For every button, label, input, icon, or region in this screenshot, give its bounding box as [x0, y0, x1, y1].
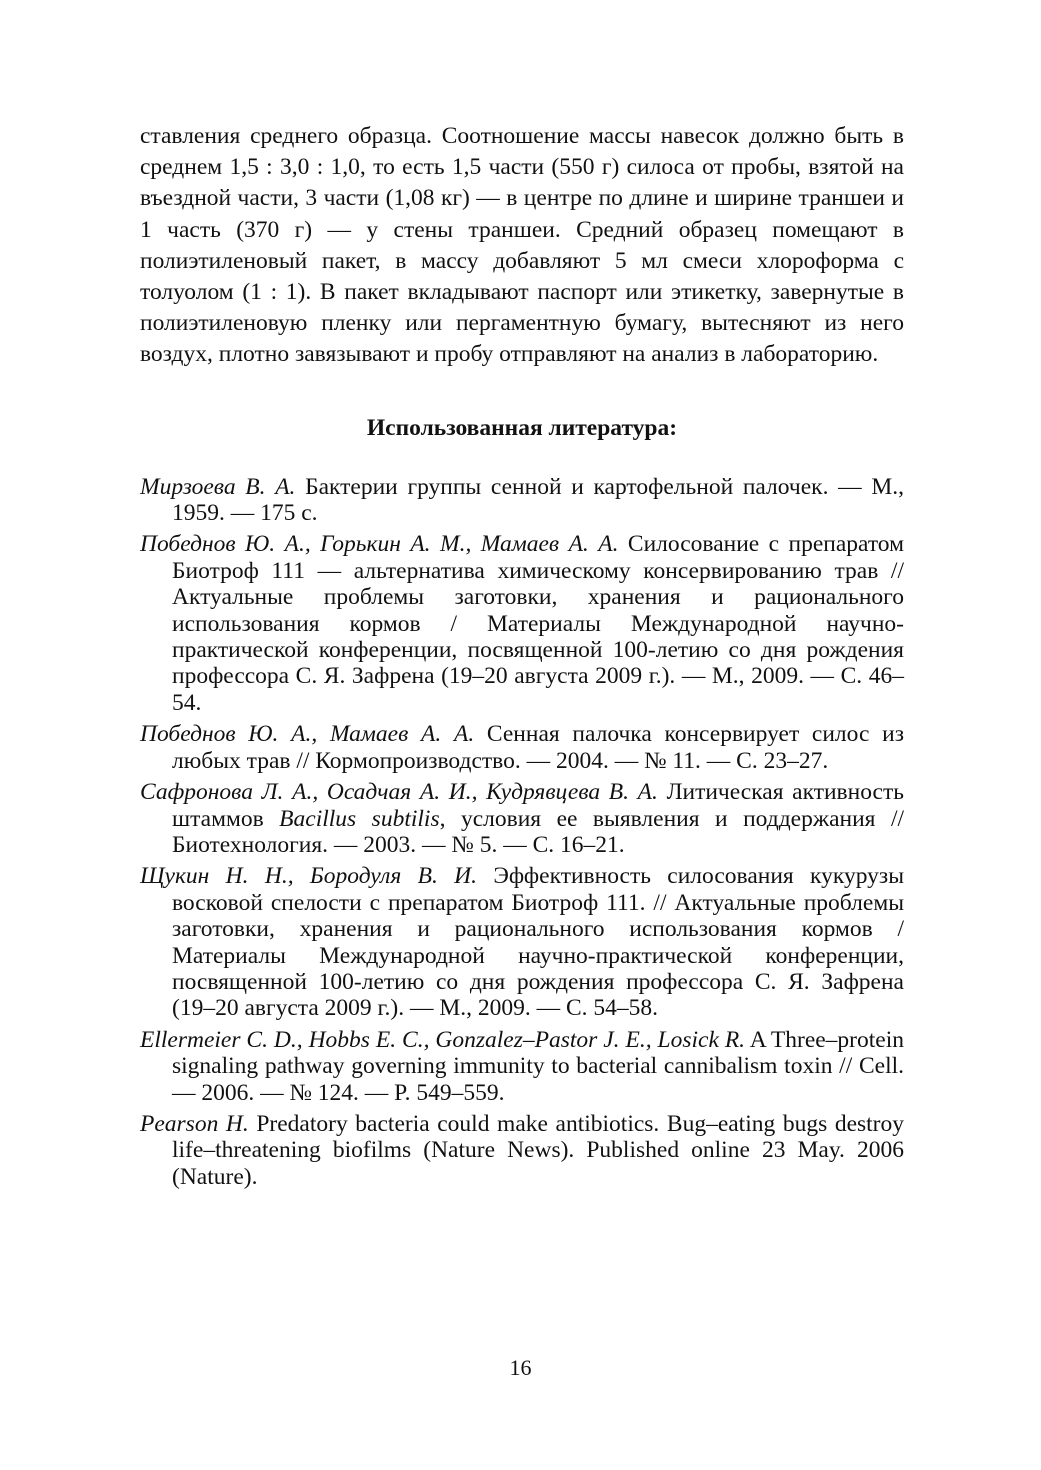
reference-latin-name: Bacillus subtilis [279, 805, 440, 832]
reference-text: Сенная палочка консервирует силос из любых трав // Кормопроизводство. — 2004. — № 11. — С. 23–27. [172, 721, 904, 774]
reference-authors: Щукин Н. Н., Бородуля В. И. [140, 863, 477, 890]
reference-authors: Ellermeier C. D., Hobbs E. C., Gonzalez–Pastor J. E., Losick R. [140, 1026, 746, 1053]
reference-text-before: Литическая активность штаммов [172, 779, 904, 832]
reference-authors: Победнов Ю. А., Горькин А. М., Мамаев А. А. [140, 531, 619, 558]
reference-item [140, 721, 904, 774]
references-list [140, 474, 904, 1191]
reference-text: Эффективность силосования кукурузы восковой спелости с препаратом Биотроф 111. // Актуальные проблемы заготовки, хранения и рационального использования кормов / Материалы Международной научно-практической конференции, посвященной 100-летию со дня рождения профессора С. Я. Зафрена (19–20 августа 2009 г.). — М., 2009. — С. 54–58. [172, 863, 904, 1022]
reference-item [140, 779, 904, 858]
reference-authors: Победнов Ю. А., Мамаев А. А. [140, 721, 475, 748]
reference-item [140, 1027, 904, 1106]
reference-item [140, 531, 904, 716]
reference-text: Силосование с препаратом Биотроф 111 — альтернатива химическому консервированию трав // Актуальные проблемы заготовки, хранения и рационального использования кормов / Материалы Международной научно-практической конференции, посвященной 100-летию со дня рождения профессора С. Я. Зафрена (19–20 августа 2009 г.). — М., 2009. — С. 46–54. [172, 531, 904, 716]
reference-authors: Pearson H. [140, 1110, 249, 1137]
page-content [140, 121, 904, 1195]
reference-text: Predatory bacteria could make antibiotics. Bug–eating bugs destroy life–threatening biofilms (Nature News). Published online 23 May. 2006 (Nature). [172, 1110, 904, 1190]
reference-text: Бактерии группы сенной и картофельной палочек. — М., 1959. — 175 с. [172, 473, 904, 527]
reference-item [140, 1111, 904, 1190]
body-paragraph: ставления среднего образца. Соотношение массы навесок должно быть в среднем 1,5 : 3,0 : 1,0, то есть 1,5 части (550 г) силоса от пробы, взятой на въездной части, 3 части (1,08 кг) — в центре по длине и ширине траншеи и 1 часть (370 г) — у стены траншеи. Средний образец помещают в полиэтиленовый пакет, в массу добавляют 5 мл смеси хлороформа с толуолом (1 : 1). В пакет вкладывают паспорт или этикетку, завернутые в полиэтиленовую пленку или пергаментную бумагу, вытесняют из него воздух, плотно завязывают и пробу отправляют на анализ в лабораторию. [140, 123, 904, 368]
reference-authors: Мирзоева В. А. [140, 473, 296, 500]
reference-text-after: , условия ее выявления и поддержания // Биотехнология. — 2003. — № 5. — С. 16–21. [172, 805, 905, 858]
reference-item [140, 474, 904, 527]
reference-text: A Three–protein signaling pathway governing immunity to bacterial cannibalism toxin // Cell. — 2006. — № 124. — P. 549–559. [172, 1026, 904, 1106]
reference-authors: Сафронова Л. А., Осадчая А. И., Кудрявцева В. А. [140, 779, 658, 806]
references-heading: Использованная литература: [366, 414, 678, 441]
page-number: 16 [509, 1355, 532, 1380]
reference-item [140, 863, 904, 1021]
